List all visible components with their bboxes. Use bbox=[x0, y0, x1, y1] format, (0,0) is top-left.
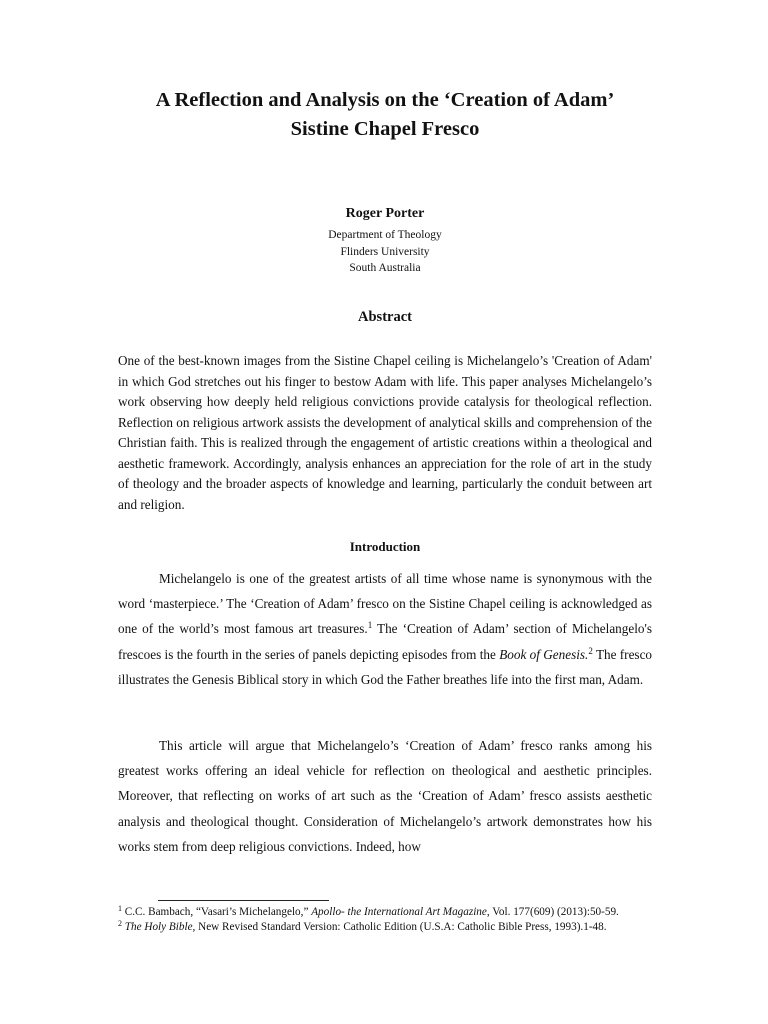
abstract-heading: Abstract bbox=[358, 309, 412, 325]
author-name: Roger Porter bbox=[345, 206, 425, 221]
footnote-ref-1[interactable]: 1 bbox=[367, 620, 373, 631]
paper-title bbox=[118, 86, 652, 144]
title-line-1: A Reflection and Analysis on the ‘Creation of Adam’ bbox=[155, 89, 615, 111]
paragraph-text: Michelangelo is one of the greatest artists of all time whose name is synonymous with the word ‘masterpiece.’ The ‘Creation of Adam’ fresco on the Sistine Chapel ceiling is acknowledged as one of the world’s most famous art treasures. bbox=[118, 571, 652, 637]
affiliation-university: Flinders University bbox=[340, 245, 430, 258]
introduction-paragraph-2: This article will argue that Michelangelo’s ‘Creation of Adam’ fresco ranks among his greatest works offering an ideal vehicle for reflection on theological and aesthetic principles. Moreover, that reflecting on works of art such as the ‘Creation of Adam’ fresco assists aesthetic analysis and theological thought. Consideration of Michelangelo’s artwork demonstrates how his works stem from deep religious convictions. Indeed, how bbox=[118, 738, 652, 854]
footnote-text: New Revised Standard Version: Catholic Edition (U.S.A: Catholic Bible Press, 1993).1-48. bbox=[195, 921, 607, 933]
author-affiliation bbox=[118, 227, 652, 277]
footnote-number: 2 bbox=[118, 919, 122, 928]
footnotes bbox=[118, 905, 678, 935]
footnote-2 bbox=[118, 920, 678, 935]
book-title: Book of Genesis. bbox=[499, 646, 589, 662]
introduction-paragraph-1 bbox=[118, 566, 652, 692]
introduction-heading: Introduction bbox=[349, 539, 421, 554]
title-line-2: Sistine Chapel Fresco bbox=[290, 118, 480, 140]
footnote-text: , Vol. 177(609) (2013):50-59. bbox=[486, 906, 619, 918]
journal-title: Apollo- the International Art Magazine bbox=[311, 906, 487, 918]
footnote-text: C.C. Bambach, “Vasari’s Michelangelo,” bbox=[122, 906, 312, 918]
footnote-ref-2[interactable]: 2 bbox=[588, 645, 593, 656]
affiliation-location: South Australia bbox=[349, 262, 421, 274]
abstract-text: One of the best-known images from the Sistine Chapel ceiling is Michelangelo’s 'Creation of Adam' in which God stretches out his finger to bestow Adam with life. This paper analyses Michelangelo’s work observing how deeply held religious convictions provide catalysis for theological reflection. Reflection on religious artwork assists the development of analytical skills and comprehension of the Christian faith. This is realized through the engagement of artistic creations within a theological and aesthetic framework. Accordingly, analysis enhances an appreciation for the role of art in the study of theology and the broader aspects of knowledge and learning, particularly the conduit between art and religion. bbox=[118, 353, 652, 512]
affiliation-department: Department of Theology bbox=[328, 229, 442, 241]
paragraph-text: The ‘Creation of Adam’ section of Michelangelo's frescoes is the fourth in the series of panels depicting episodes from the bbox=[118, 621, 652, 662]
footnote-number: 1 bbox=[118, 904, 122, 913]
footnote-separator bbox=[158, 900, 329, 901]
paragraph-text: The fresco illustrates the Genesis Biblical story in which God the Father breathes life into the first man, Adam. bbox=[118, 646, 653, 687]
footnote-1 bbox=[118, 905, 678, 920]
book-title: The Holy Bible, bbox=[124, 921, 196, 933]
